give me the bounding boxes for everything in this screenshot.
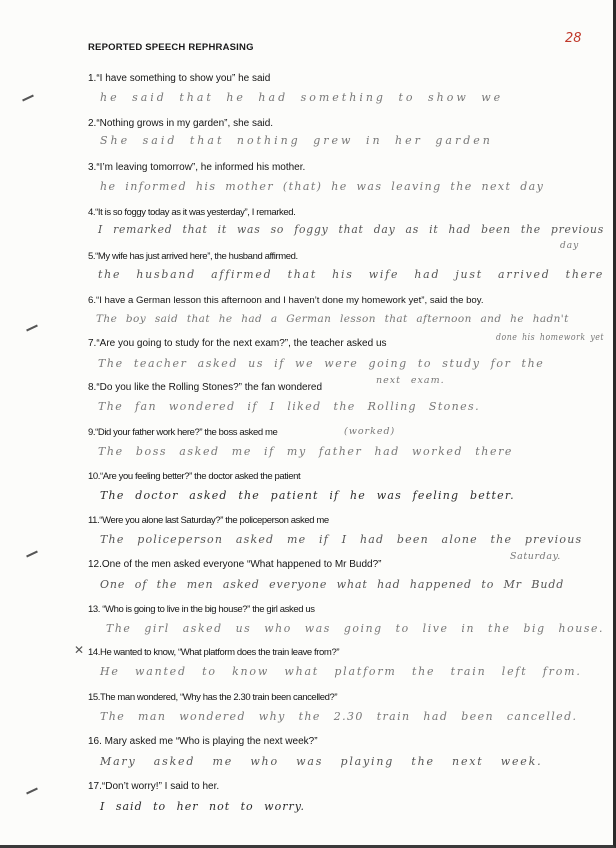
question-6: 6.“I have a German lesson this afternoon and I haven’t done my homework yet”, said the boy. xyxy=(88,295,484,306)
question-10: 10.“Are you feeling better?” the doctor asked the patient xyxy=(88,471,301,482)
answer-10: The doctor asked the patient if he was feeling better. xyxy=(100,489,515,502)
answer-6-extra: done his homework yet xyxy=(496,333,605,343)
answer-11-extra: Saturday. xyxy=(510,551,561,562)
question-16: 16. Mary asked me “Who is playing the next week?” xyxy=(88,736,318,747)
page-number: 28 xyxy=(565,31,582,46)
question-8: 8.“Do you like the Rolling Stones?” the fan wondered xyxy=(88,382,323,393)
question-5: 5.“My wife has just arrived here”, the husband affirmed. xyxy=(88,251,298,262)
question-4: 4.“It is so foggy today as it was yesterday”, I remarked. xyxy=(88,207,296,218)
answer-11: The policeperson asked me if I had been alone the previous xyxy=(100,533,583,546)
answer-15: The man wondered why the 2.30 train had been cancelled. xyxy=(100,710,578,723)
question-1: 1.“I have something to show you” he said xyxy=(88,73,271,84)
question-3: 3.“I’m leaving tomorrow”, he informed his mother. xyxy=(88,162,306,173)
answer-17: I said to her not to worry. xyxy=(100,800,305,813)
answer-4: I remarked that it was so foggy that day as it had been the previous xyxy=(98,223,605,236)
answer-8: The fan wondered if I liked the Rolling Stones. xyxy=(98,400,481,413)
margin-mark xyxy=(26,551,38,558)
answer-14: He wanted to know what platform the train left from. xyxy=(100,665,582,678)
question-14: 14.He wanted to know, “What platform does the train leave from?” xyxy=(88,647,340,658)
margin-mark xyxy=(26,325,38,332)
answer-9-extra: (worked) xyxy=(344,426,396,437)
answer-7: The teacher asked us if we were going to study for the xyxy=(98,357,545,370)
question-11: 11.“Were you alone last Saturday?” the policeperson asked me xyxy=(88,515,329,526)
answer-5: the husband affirmed that his wife had just arrived there xyxy=(98,268,605,281)
question-15: 15.The man wondered, “Why has the 2.30 train been cancelled?” xyxy=(88,692,338,703)
answer-12: One of the men asked everyone what had happened to Mr Budd xyxy=(100,578,565,591)
margin-mark xyxy=(26,788,38,795)
answer-13: The girl asked us who was going to live in the big house. xyxy=(106,622,605,635)
question-7: 7.“Are you going to study for the next exam?”, the teacher asked us xyxy=(88,338,387,349)
question-2: 2.“Nothing grows in my garden”, she said. xyxy=(88,118,274,129)
answer-3: he informed his mother (that) he was leaving the next day xyxy=(100,180,545,193)
answer-9: The boss asked me if my father had worked there xyxy=(98,445,514,458)
answer-7-extra: next exam. xyxy=(376,375,445,386)
question-17: 17.“Don’t worry!” I said to her. xyxy=(88,781,220,792)
answer-16: Mary asked me who was playing the next week. xyxy=(100,755,543,768)
answer-2: She said that nothing grew in her garden xyxy=(100,134,493,147)
answer-1: he said that he had something to show we xyxy=(100,91,504,104)
answer-6: The boy said that he had a German lesson that afternoon and he hadn't xyxy=(96,313,569,325)
question-12: 12.One of the men asked everyone “What happened to Mr Budd?” xyxy=(88,559,382,570)
question-9: 9.“Did your father work here?” the boss asked me xyxy=(88,427,278,438)
page-title: REPORTED SPEECH REPHRASING xyxy=(88,42,254,53)
cross-mark-icon: ✕ xyxy=(74,643,85,657)
margin-mark xyxy=(22,95,34,102)
question-13: 13. “Who is going to live in the big house?” the girl asked us xyxy=(88,604,315,615)
answer-4-extra: day xyxy=(560,241,580,251)
